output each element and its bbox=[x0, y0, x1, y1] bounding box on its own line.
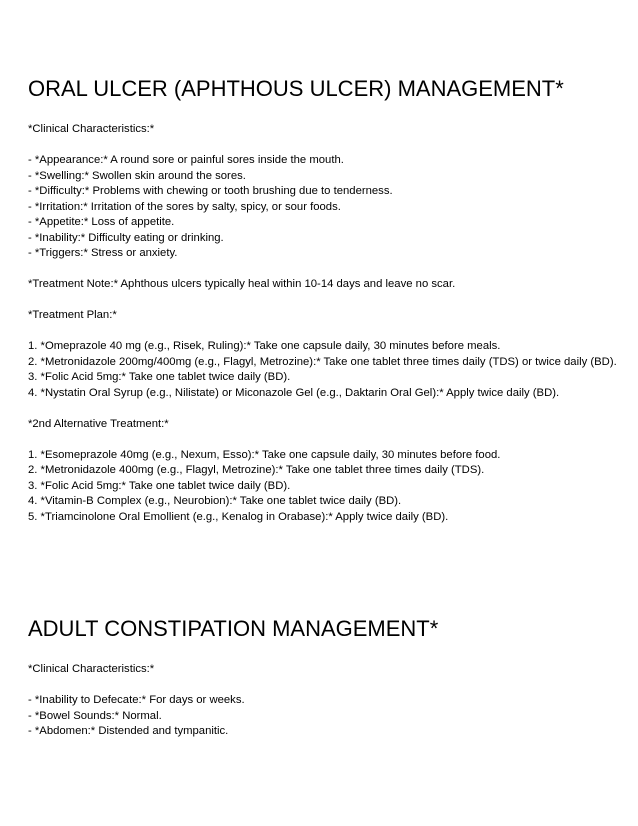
clinical-list bbox=[28, 693, 628, 740]
list-item: 1. *Omeprazole 40 mg (e.g., Risek, Ruling):* Take one capsule daily, 30 minutes before meals. bbox=[28, 340, 501, 352]
list-item: - *Triggers:* Stress or anxiety. bbox=[28, 247, 178, 259]
alternative-treatment-heading: *2nd Alternative Treatment:* bbox=[28, 417, 169, 430]
list-item: 3. *Folic Acid 5mg:* Take one tablet twice daily (BD). bbox=[28, 371, 291, 383]
clinical-list bbox=[28, 153, 628, 262]
list-item: - *Abdomen:* Distended and tympanitic. bbox=[28, 725, 229, 737]
list-item: - *Inability:* Difficulty eating or drinking. bbox=[28, 231, 224, 244]
treatment-plan-heading: *Treatment Plan:* bbox=[28, 309, 117, 321]
section-title: ADULT CONSTIPATION MANAGEMENT* bbox=[28, 616, 439, 641]
list-item: 5. *Triamcinolone Oral Emollient (e.g., Kenalog in Orabase):* Apply twice daily (BD). bbox=[28, 510, 449, 523]
list-item: 1. *Esomeprazole 40mg (e.g., Nexum, Esso):* Take one capsule daily, 30 minutes before food. bbox=[28, 448, 501, 461]
list-item: 3. *Folic Acid 5mg:* Take one tablet twice daily (BD). bbox=[28, 479, 291, 492]
list-item: - *Irritation:* Irritation of the sores by salty, spicy, or sour foods. bbox=[28, 200, 341, 213]
treatment-note: *Treatment Note:* Aphthous ulcers typically heal within 10-14 days and leave no scar. bbox=[28, 278, 456, 290]
oral-ulcer-body bbox=[28, 122, 628, 525]
alternative-treatment-list bbox=[28, 448, 628, 526]
oral-ulcer-section bbox=[28, 76, 628, 102]
treatment-plan-list bbox=[28, 339, 628, 401]
clinical-heading: *Clinical Characteristics:* bbox=[28, 123, 155, 135]
list-item: - *Difficulty:* Problems with chewing or tooth brushing due to tenderness. bbox=[28, 185, 393, 197]
list-item: 4. *Vitamin-B Complex (e.g., Neurobion):* Take one tablet twice daily (BD). bbox=[28, 495, 402, 507]
constipation-body bbox=[28, 662, 628, 740]
clinical-heading: *Clinical Characteristics:* bbox=[28, 663, 155, 675]
list-item: - *Appetite:* Loss of appetite. bbox=[28, 216, 175, 228]
list-item: - *Swelling:* Swollen skin around the sores. bbox=[28, 169, 246, 182]
section-title: ORAL ULCER (APHTHOUS ULCER) MANAGEMENT* bbox=[28, 76, 564, 101]
list-item: 4. *Nystatin Oral Syrup (e.g., Nilistate) or Miconazole Gel (e.g., Daktarin Oral Gel):* Apply twice daily (BD). bbox=[28, 386, 560, 399]
list-item: - *Bowel Sounds:* Normal. bbox=[28, 709, 162, 722]
constipation-section bbox=[28, 616, 628, 642]
list-item: - *Appearance:* A round sore or painful sores inside the mouth. bbox=[28, 154, 344, 166]
list-item: 2. *Metronidazole 200mg/400mg (e.g., Flagyl, Metrozine):* Take one tablet three times daily (TDS) or twice daily (BD). bbox=[28, 355, 617, 368]
list-item: - *Inability to Defecate:* For days or weeks. bbox=[28, 694, 245, 706]
list-item: 2. *Metronidazole 400mg (e.g., Flagyl, Metrozine):* Take one tablet three times daily (TDS). bbox=[28, 464, 485, 476]
